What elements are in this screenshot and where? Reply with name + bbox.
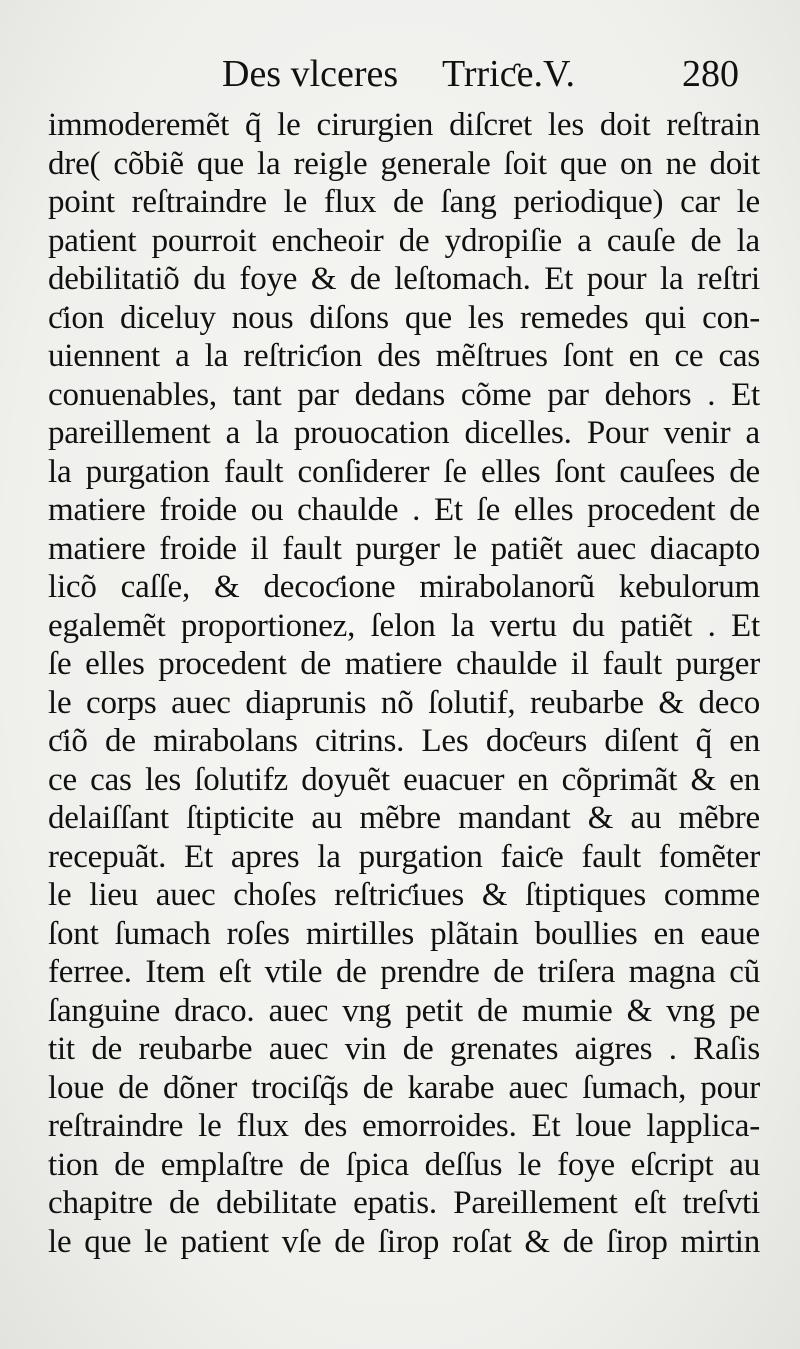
text-line: delaiſſant ſtipticite au mẽbre mandant & au mẽbre: [48, 800, 760, 836]
page-number: 280: [682, 53, 739, 95]
text-line: tit de reubarbe auec vin de grenates aigres . Raſis: [48, 1031, 760, 1067]
text-line: dre( cõbiẽ que la reigle generale ſoit que on ne doit: [48, 145, 760, 182]
text-line: loue de dõner trociſq̃s de karabe auec ſumach, pour: [48, 1069, 760, 1106]
text-line: immoderemẽt q̃ le cirurgien diſcret les doit reſtrain: [48, 107, 760, 143]
text-line: matiere froide il fault purger le patiẽt auec diacapto: [48, 530, 760, 567]
text-line: ƈion diceluy nous diſons que les remedes qui con-: [48, 299, 760, 336]
text-line: point reſtraindre le flux de ſang periodique) car le: [48, 184, 760, 220]
text-line: pareillement a la prouocation dicelles. Pour venir a: [48, 415, 760, 451]
text-line: conuenables, tant par dedans cõme par dehors . Et: [48, 376, 760, 413]
text-line: le que le patient vſe de ſirop roſat & de ſirop mirtin: [48, 1223, 760, 1260]
text-line: ƈiõ de mirabolans citrins. Les doƈeurs diſent q̃ en: [48, 723, 760, 759]
text-line: la purgation fault conſiderer ſe elles ſont cauſees de: [48, 453, 760, 490]
text-line: chapitre de debilitate epatis. Pareillement eſt treſvti: [48, 1185, 760, 1221]
running-header: [50, 52, 762, 98]
text-line: ſont ſumach roſes mirtilles plãtain boullies en eaue: [48, 915, 760, 952]
text-line: ſanguine draco. auec vng petit de mumie & vng pe: [48, 992, 760, 1029]
text-line: reſtraindre le flux des emorroides. Et loue lapplica-: [48, 1108, 760, 1144]
text-line: uiennent a la reſtriƈion des mẽſtrues ſont en ce cas: [48, 338, 760, 374]
text-line: matiere froide ou chaulde . Et ſe elles procedent de: [48, 492, 760, 528]
text-line: recepuãt. Et apres la purgation faiƈe fault fomẽter: [48, 838, 760, 875]
text-line: ferree. Item eſt vtile de prendre de triſera magna cũ: [48, 954, 760, 990]
text-line: le lieu auec choſes reſtriƈiues & ſtiptiques comme: [48, 877, 760, 913]
body-text: [48, 106, 760, 1261]
header-title-mid: Trriƈe.V.: [442, 53, 576, 95]
text-line: tion de emplaſtre de ſpica deſſus le foye eſcript au: [48, 1146, 760, 1183]
text-line: le corps auec diaprunis nõ ſolutif, reubarbe & deco: [48, 684, 760, 721]
header-title-left: Des vlceres: [222, 53, 399, 95]
text-line: ce cas les ſolutifz doyuẽt euacuer en cõprimãt & en: [48, 761, 760, 798]
text-line: ſe elles procedent de matiere chaulde il fault purger: [48, 646, 760, 682]
text-line: patient pourroit encheoir de ydropiſie a cauſe de la: [48, 222, 760, 259]
text-line: egalemẽt proportionez, ſelon la vertu du patiẽt . Et: [48, 607, 760, 644]
text-line: licõ caſſe, & decoƈione mirabolanorũ kebulorum: [48, 569, 760, 605]
text-line: debilitatiõ du foye & de leſtomach. Et pour la reſtri: [48, 261, 760, 297]
